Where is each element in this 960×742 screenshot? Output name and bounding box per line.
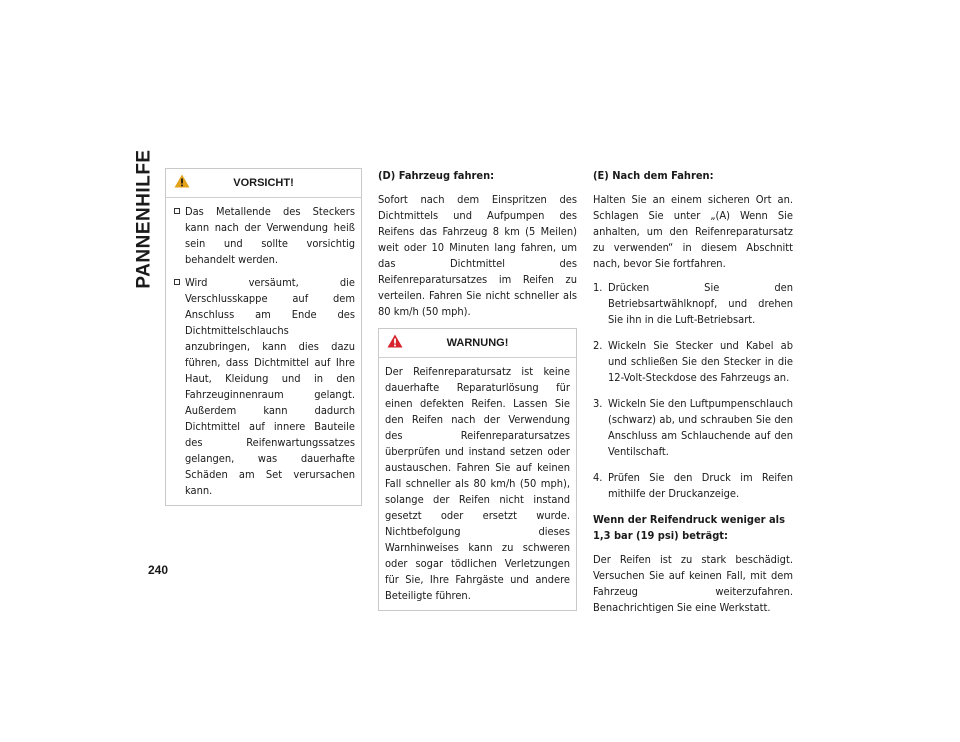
square-bullet-icon: [174, 279, 180, 285]
square-bullet-icon: [174, 208, 180, 214]
caution-header: [166, 169, 361, 198]
list-item: 1. Drücken Sie den Betriebsartwählknopf, und drehen Sie ihn in die Luft-Betriebsart.: [593, 281, 793, 326]
section-d-heading: (D) Fahrzeug fahren:: [378, 169, 495, 182]
warning-icon: [387, 334, 403, 353]
warning-header: [379, 329, 576, 358]
list-item: 4. Prüfen Sie den Druck im Reifen mithilfe der Druckanzeige.: [593, 471, 793, 500]
right-column: [593, 168, 793, 624]
warning-text: Der Reifenreparatursatz ist keine dauerhafte Reparaturlösung für einen defekten Reifen. Lassen Sie den Reifen nach der Verwendung des Reifenreparatursatzes überprüfen und instand setzen oder austauschen. Fahren Sie auf keinen Fall schneller als 80 km/h (50 mph), solange der Reifen nicht instand gesetzt oder ersetzt wurde. Nichtbefolgung dieses Warnhinweises kann zu schweren oder sogar tödlichen Verletzungen für Sie, Ihre Fahrgäste und andere Beteiligte führen.: [385, 365, 570, 602]
caution-icon: [174, 174, 190, 193]
section-e-intro: Halten Sie an einem sicheren Ort an. Schlagen Sie unter „(A) Wenn Sie anhalten, um den Reifenreparatursatz zu verwenden“ in diesem Abschnitt nach, bevor Sie fortfahren.: [593, 193, 793, 270]
section-d-text: Sofort nach dem Einspritzen des Dichtmittels und Aufpumpen des Reifens das Fahrzeug 8 km (5 Meilen) weit oder 10 Minuten lang fahren, um das Dichtmittel des Reifenreparatursatzes im Reifen zu verteilen. Fahren Sie nicht schneller als 80 km/h (50 mph).: [378, 193, 577, 318]
caution-title: VORSICHT!: [233, 177, 294, 189]
left-column: [165, 168, 362, 506]
caution-list: [172, 204, 355, 499]
section-e-heading: (E) Nach dem Fahren:: [593, 169, 714, 182]
middle-column: [378, 168, 577, 611]
list-item: 3. Wickeln Sie den Luftpumpenschlauch (schwarz) ab, und schrauben Sie den Anschluss am Schlauchende auf den Ventilschaft.: [593, 397, 793, 458]
caution-box: [165, 168, 362, 506]
list-item: Das Metallende des Steckers kann nach der Verwendung heiß sein und sollte vorsichtig behandelt werden.: [172, 204, 355, 268]
list-item: Wird versäumt, die Verschlusskappe auf dem Anschluss am Ende des Dichtmittelschlauchs anzubringen, kann dies dazu führen, dass Dichtmittel auf Ihre Haut, Kleidung und in den Fahrzeuginnenraum gelangt. Außerdem kann dadurch Dichtmittel auf innere Bauteile des Reifenwartungssatzes gelangen, was dauerhafte Schäden am Set verursachen kann.: [172, 275, 355, 499]
list-item: 2. Wickeln Sie Stecker und Kabel ab und schließen Sie den Stecker in die 12-Volt-Steckdose des Fahrzeugs an.: [593, 339, 793, 384]
warning-box: [378, 328, 577, 611]
section-tab-label: PANNENHILFE: [134, 149, 155, 289]
page-number: 240: [148, 563, 169, 577]
steps-list: [593, 280, 793, 502]
section-e-subheading: Wenn der Reifendruck weniger als 1,3 bar (19 psi) beträgt:: [593, 513, 785, 542]
warning-title: WARNUNG!: [446, 337, 509, 349]
section-tab: [134, 149, 156, 289]
section-e-closing: Der Reifen ist zu stark beschädigt. Versuchen Sie auf keinen Fall, mit dem Fahrzeug weiterzufahren. Benachrichtigen Sie eine Werkstatt.: [593, 553, 793, 614]
